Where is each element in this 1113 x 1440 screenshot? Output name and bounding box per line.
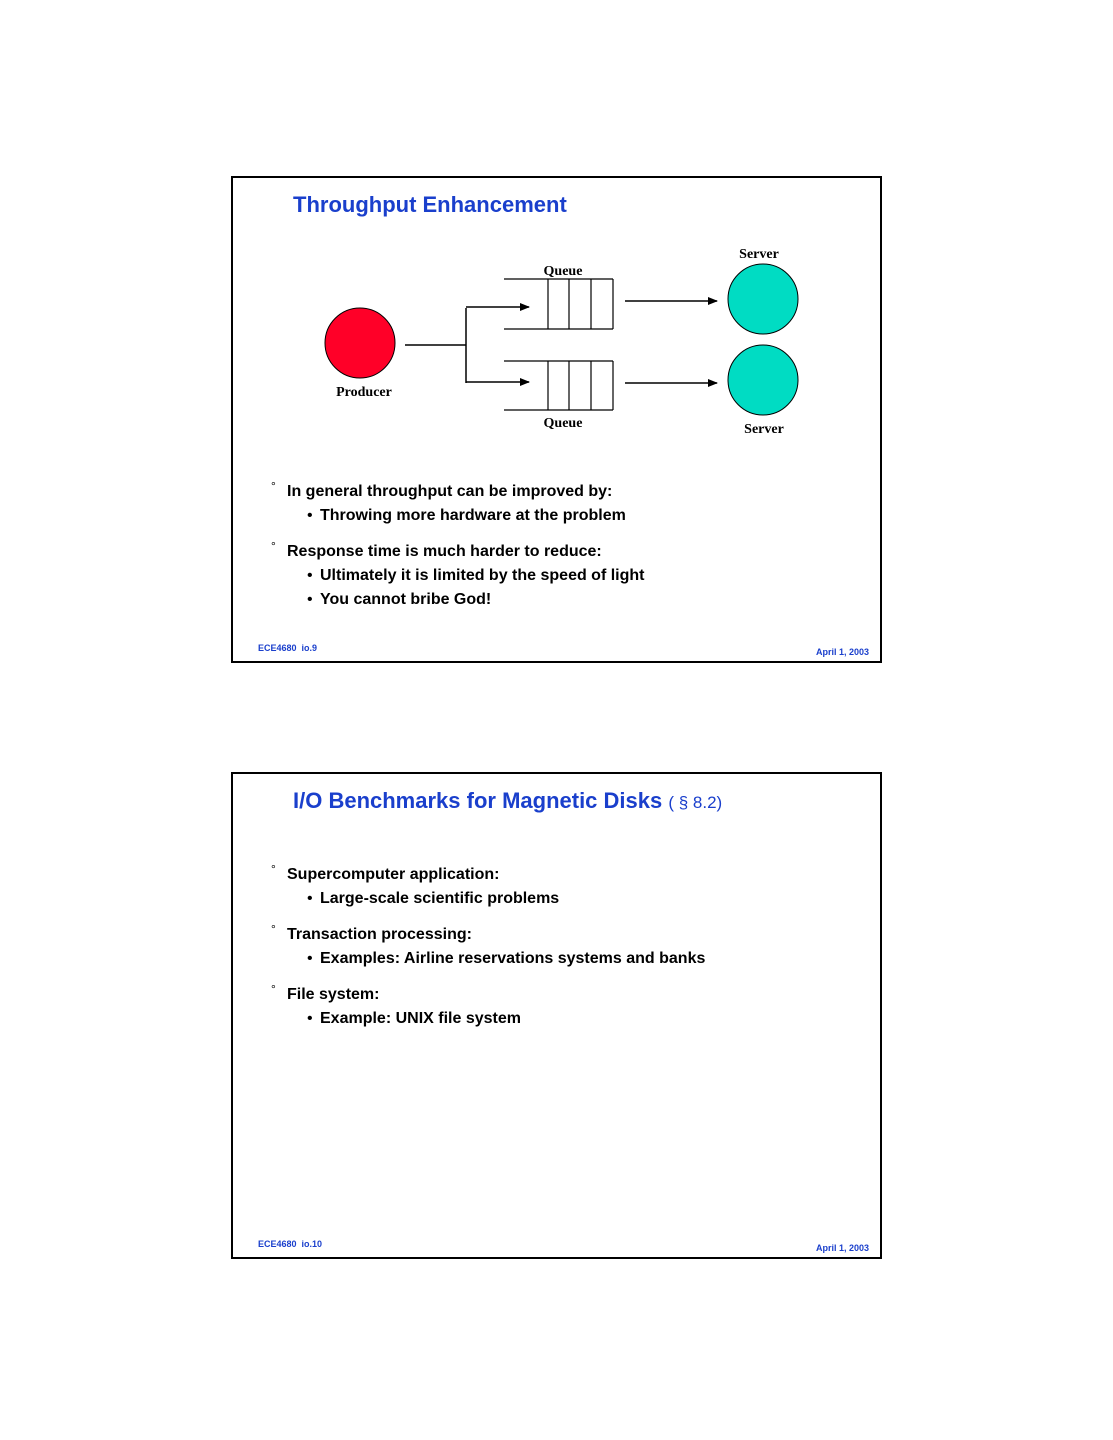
degree-bullet-icon: ° [271, 479, 276, 493]
sub-bullet-text: You cannot bribe God! [320, 591, 492, 608]
slide-footer-date: April 1, 2003 [815, 1243, 869, 1253]
bullet-item [271, 863, 705, 911]
sub-bullet-text: Examples: Airline reservations systems and banks [320, 950, 706, 967]
degree-bullet-icon: ° [271, 982, 276, 996]
sub-bullet-list [287, 564, 645, 612]
bullet-item [271, 480, 645, 528]
sub-bullet-text: Example: UNIX file system [320, 1010, 521, 1027]
slide-title: Throughput Enhancement [293, 192, 567, 217]
server-top-circle [728, 264, 798, 334]
queue-top-label: Queue [543, 264, 583, 279]
producer-label: Producer [336, 385, 392, 400]
slide-footer-id: ECE4680 io.9 [258, 643, 318, 653]
sub-bullet-item [307, 588, 645, 612]
bullet-text: Response time is much harder to reduce: [287, 543, 602, 560]
sub-bullet-item [307, 504, 645, 528]
section-reference: ( § 8.2) [668, 793, 723, 812]
degree-bullet-icon: ° [271, 539, 276, 553]
bullet-list [271, 480, 645, 624]
slide-title [293, 788, 722, 814]
dot-bullet-icon: • [307, 950, 313, 967]
sub-bullet-list [287, 1007, 705, 1031]
slide-footer-id: ECE4680 io.10 [258, 1239, 323, 1249]
slide-throughput-enhancement [231, 176, 882, 663]
dot-bullet-icon: • [307, 591, 313, 608]
sub-bullet-text: Throwing more hardware at the problem [320, 507, 626, 524]
slide-footer-date: April 1, 2003 [815, 647, 869, 657]
queue-bottom-label: Queue [543, 416, 583, 431]
bullet-item [271, 540, 645, 612]
bullet-text: File system: [287, 986, 380, 1003]
queue-bottom [504, 361, 613, 410]
sub-bullet-item [307, 1007, 705, 1031]
bullet-text: Transaction processing: [287, 926, 472, 943]
bullet-text: Supercomputer application: [287, 866, 500, 883]
server-bottom-circle [728, 345, 798, 415]
bullet-text: In general throughput can be improved by: [287, 483, 613, 500]
dot-bullet-icon: • [307, 507, 313, 524]
slide-io-benchmarks [231, 772, 882, 1259]
sub-bullet-list [287, 504, 645, 528]
sub-bullet-item [307, 887, 705, 911]
server-top-label: Server [739, 247, 779, 262]
dot-bullet-icon: • [307, 890, 313, 907]
dot-bullet-icon: • [307, 567, 313, 584]
sub-bullet-item [307, 564, 645, 588]
degree-bullet-icon: ° [271, 862, 276, 876]
dot-bullet-icon: • [307, 1010, 313, 1027]
sub-bullet-list [287, 887, 705, 911]
producer-circle [325, 308, 395, 378]
sub-bullet-item [307, 947, 705, 971]
sub-bullet-text: Ultimately it is limited by the speed of light [320, 567, 645, 584]
queue-diagram [233, 178, 880, 468]
bullet-list [271, 863, 705, 1043]
queue-top [504, 279, 613, 329]
bullet-item [271, 923, 705, 971]
bullet-item [271, 983, 705, 1031]
sub-bullet-text: Large-scale scientific problems [320, 890, 560, 907]
degree-bullet-icon: ° [271, 922, 276, 936]
server-bottom-label: Server [744, 422, 784, 437]
slide-title-text: I/O Benchmarks for Magnetic Disks [293, 788, 663, 813]
sub-bullet-list [287, 947, 705, 971]
